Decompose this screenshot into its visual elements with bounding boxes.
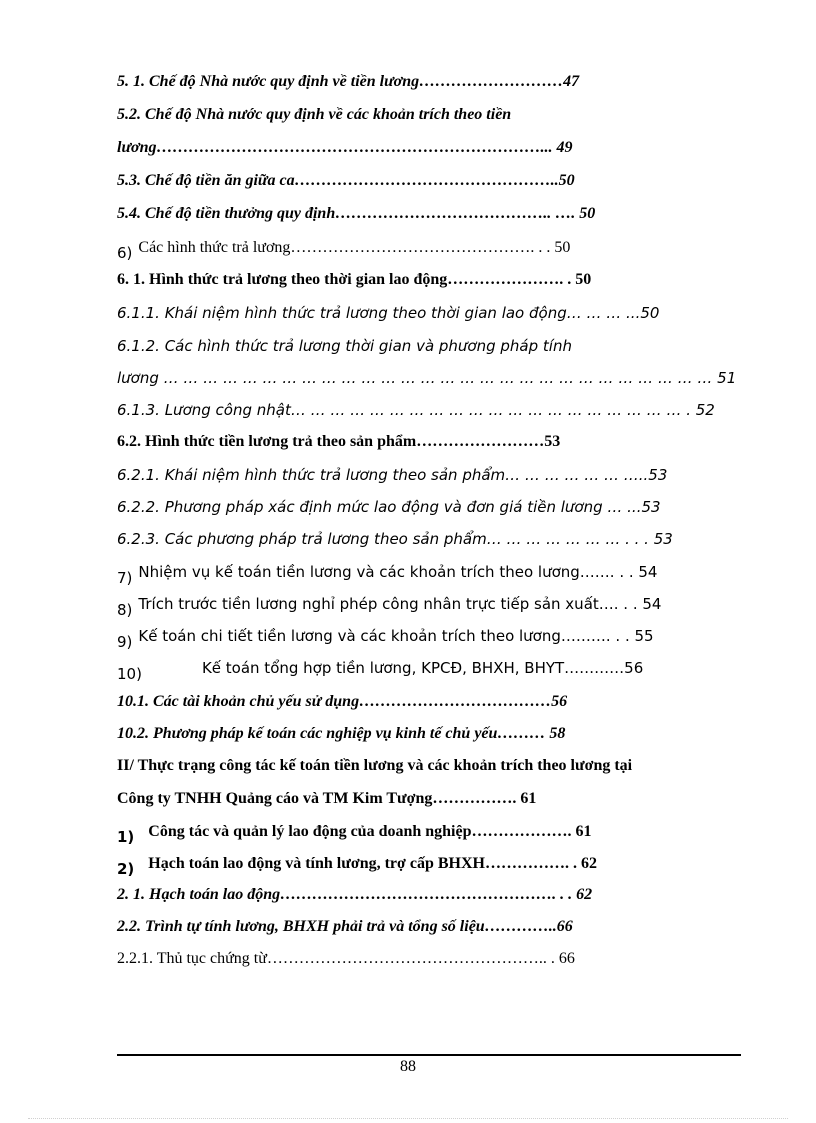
toc-entry [117, 852, 597, 880]
toc-entry: 10.1. Các tài khoản chủ yếu sử dụng………………………………56 [117, 693, 568, 710]
toc-entry [117, 820, 592, 848]
toc-entry: 6.2.2. Phương pháp xác định mức lao động và đơn giá tiền lương … ...53 [117, 498, 661, 516]
toc-entry-label: Công tác và quản lý lao động của doanh nghiệp………………. 61 [148, 823, 592, 840]
toc-entry-number: 1) [117, 828, 135, 846]
toc-entry: 6.2. Hình thức tiền lương trả theo sản phẩm……………………53 [117, 433, 561, 450]
toc-entry: 6.1.3. Lương công nhật… … … … … … … … … … … … … … … … … … … … . 52 [117, 401, 715, 419]
toc-entry: 10.2. Phương pháp kế toán các nghiệp vụ kinh tế chủ yếu……… 58 [117, 725, 566, 742]
toc-entry: lương………………………………………………………………... 49 [117, 139, 573, 156]
toc-entry: 6.1.1. Khái niệm hình thức trả lương theo thời gian lao động… … … ...50 [117, 304, 660, 322]
toc-entry-number: 2) [117, 860, 135, 878]
toc-entry: 5.2. Chế độ Nhà nước quy định về các khoản trích theo tiền [117, 106, 512, 123]
footer-divider [117, 1054, 741, 1056]
toc-entry-number: 7) [117, 569, 133, 587]
toc-entry: II/ Thực trạng công tác kế toán tiền lương và các khoản trích theo lương tại [117, 757, 633, 774]
toc-entry: Công ty TNHH Quảng cáo và TM Kim Tượng……………. 61 [117, 790, 537, 807]
toc-entry-number: 9) [117, 633, 133, 651]
toc-entry-label: Các hình thức trả lương………………………………………. . . 50 [138, 239, 571, 256]
page-number: 88 [400, 1058, 416, 1075]
toc-entry-label: Trích trước tiền lương nghỉ phép công nhân trực tiếp sản xuất…. . . 54 [138, 595, 662, 613]
toc-entry: lương … … … … … … … … … … … … … … … … … … … … … … … … … … … … 51 [117, 369, 737, 387]
toc-entry: 5.4. Chế độ tiền thưởng quy định………………………………….. …. 50 [117, 205, 596, 222]
toc-entry: 6.2.3. Các phương pháp trả lương theo sản phẩm… … … … … … … . . . 53 [117, 530, 673, 548]
toc-entry-number: 10) [117, 665, 142, 683]
toc-entry: 2.2. Trình tự tính lương, BHXH phải trả và tổng số liệu…………..66 [117, 918, 573, 935]
toc-entry-label: Hạch toán lao động và tính lương, trợ cấp BHXH……………. . 62 [148, 855, 597, 872]
toc-entry: 2.2.1. Thủ tục chứng từ…………………………………………….. . 66 [117, 950, 575, 967]
toc-entry: 5.3. Chế độ tiền ăn giữa ca…………………………………………..50 [117, 172, 575, 189]
toc-entry: 6.2.1. Khái niệm hình thức trả lương theo sản phẩm… … … … … … …..53 [117, 466, 668, 484]
toc-entry: 6.1.2. Các hình thức trả lương thời gian và phương pháp tính [117, 337, 572, 355]
toc-entry: 6. 1. Hình thức trả lương theo thời gian lao động…………………. . 50 [117, 271, 592, 288]
toc-entry [117, 657, 643, 685]
toc-entry-number: 6) [117, 244, 133, 262]
toc-entry-label: Kế toán tổng hợp tiền lương, KPCĐ, BHXH, BHYT…………56 [201, 659, 644, 677]
toc-entry [117, 561, 657, 589]
toc-entry: 2. 1. Hạch toán lao động……………………………………………. . . 62 [117, 886, 593, 903]
toc-entry: 5. 1. Chế độ Nhà nước quy định về tiền lương………………………47 [117, 73, 580, 90]
toc-entry [117, 625, 654, 653]
toc-entry-label: Nhiệm vụ kế toán tiền lương và các khoản trích theo lương……. . . 54 [138, 563, 658, 581]
toc-entry-label: Kế toán chi tiết tiền lương và các khoản trích theo lương………. . . 55 [138, 627, 654, 645]
toc-entry [117, 236, 570, 264]
page-edge-divider [28, 1118, 788, 1119]
toc-entry [117, 593, 661, 621]
toc-entry-number: 8) [117, 601, 133, 619]
